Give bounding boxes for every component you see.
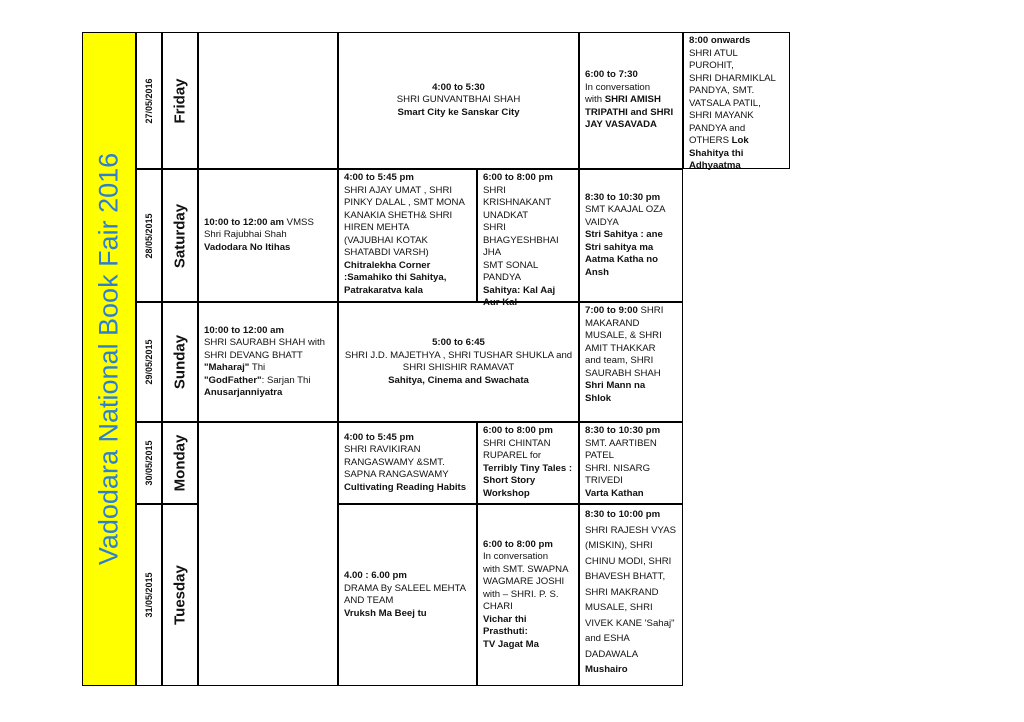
session-text: CHARI (483, 601, 513, 613)
session-sunday-3 (579, 302, 683, 422)
session-time: 5:00 to 6:45 (432, 337, 485, 348)
session-text: PANDYA (483, 272, 522, 283)
session-text: (MISKIN), SHRI (585, 540, 653, 551)
session-text: SHRI J.D. MAJETHYA , SHRI TUSHAR SHUKLA and (344, 349, 573, 361)
session-topic: Mushairo (585, 664, 628, 675)
session-topic: Shahitya thi (689, 147, 744, 159)
session-text: with SMT. SWAPNA (483, 563, 569, 575)
session-text: OTHERS (689, 135, 732, 146)
day-cell (162, 169, 198, 302)
session-topic: Stri Sahitya : ane (585, 229, 663, 241)
session-text: VAIDYA (585, 216, 619, 228)
session-time: 4:00 to 5:30 (432, 81, 485, 93)
day-cell (162, 504, 198, 686)
session-tuesday-1 (338, 504, 477, 686)
date-cell (136, 32, 162, 169)
date-label: 31/05/2015 (144, 572, 154, 618)
date-cell (136, 169, 162, 302)
session-topic: Cultivating Reading Habits (344, 481, 467, 493)
session-topic: Smart City ke Sanskar City (397, 106, 520, 118)
session-monday-2 (477, 422, 579, 504)
session-text: SHRI RAJESH VYAS (585, 524, 676, 536)
session-time: 6:00 to 8:00 pm (483, 425, 553, 436)
session-topic: Sahitya, Cinema and Swachata (388, 374, 529, 386)
session-text: VIVEK KANE 'Sahaj" (585, 617, 675, 629)
session-text: SHRI AJAY UMAT , SHRI (344, 184, 453, 196)
session-text: DRAMA By SALEEL MEHTA (344, 582, 467, 594)
day-label: Saturday (171, 203, 189, 268)
date-label: 27/05/2016 (144, 77, 154, 124)
session-text: SAURABH SHAH (585, 367, 661, 379)
session-topic: Stri sahitya ma (585, 241, 654, 253)
session-time: 6:00 to 7:30 (585, 69, 638, 81)
session-text: AMIT THAKKAR (585, 342, 656, 354)
session-topic: Shri Mann na (585, 380, 646, 391)
session-topic: Short Story (483, 475, 536, 486)
session-sunday-2 (338, 302, 579, 422)
session-saturday-2 (338, 169, 477, 302)
session-time: 6:00 to 8:00 pm (483, 172, 553, 183)
session-text: SHRI CHINTAN (483, 437, 551, 449)
session-text: SHATABDI VARSH) (344, 247, 429, 258)
session-text: and team, SHRI (585, 355, 654, 366)
session-text: SHRI DEVANG BHATT (204, 349, 303, 361)
session-text: SHRI (483, 222, 506, 233)
session-saturday-4 (579, 169, 683, 302)
session-time: 8:30 to 10:00 pm (585, 509, 661, 520)
session-text: JAY VASAVADA (585, 119, 657, 131)
session-text: PANDYA, SMT. (689, 85, 755, 96)
day-cell (162, 302, 198, 422)
session-topic: Terribly Tiny Tales : (483, 462, 573, 474)
session-text: SMT SONAL (483, 259, 539, 271)
title-band (82, 32, 136, 686)
session-text: MAKARAND (585, 317, 640, 329)
session-topic: Vadodara No Itihas (204, 241, 291, 253)
session-text: SHRI KRISHNAKANT (483, 184, 552, 208)
day-label: Friday (171, 77, 189, 124)
session-text: SHRI SHISHIR RAMAVAT (402, 362, 515, 373)
session-text: RUPAREL for (483, 450, 542, 461)
session-time: 10:00 to 12:00 am (204, 324, 284, 336)
session-text: KANAKIA SHETH& SHRI (344, 209, 453, 221)
empty-slot (198, 422, 338, 686)
session-text: DADAWALA (585, 648, 639, 660)
session-text: In conversation (483, 551, 549, 563)
session-time: 4:00 to 5:45 pm (344, 431, 414, 443)
session-topic: Aatma Katha no (585, 254, 659, 266)
day-label: Monday (171, 434, 189, 492)
session-text: In conversation (585, 81, 651, 93)
session-text: and ESHA (585, 633, 630, 644)
date-label: 30/05/2015 (144, 440, 154, 486)
session-text: CHINU MODI, SHRI (585, 555, 672, 567)
session-text: SMT. AARTIBEN (585, 437, 657, 449)
session-monday-1 (338, 422, 477, 504)
session-friday-1 (338, 32, 579, 169)
session-text: PANDYA and (689, 122, 746, 134)
session-monday-3 (579, 422, 683, 504)
session-friday-3 (683, 32, 790, 169)
session-text: SHRI. NISARG (585, 462, 651, 474)
session-text: PINKY DALAL , SMT MONA (344, 197, 465, 208)
session-topic: Sahitya: Kal Aaj (483, 284, 556, 296)
session-text: BHAVESH BHATT, (585, 571, 666, 582)
session-saturday-3 (477, 169, 579, 308)
session-time: 4:00 to 5:45 pm (344, 172, 414, 183)
session-time: 10:00 to 12:00 am (204, 216, 284, 228)
day-cell (162, 32, 198, 169)
session-text: SHRI MAYANK (689, 110, 754, 121)
session-text: PATEL (585, 450, 614, 461)
session-text: SMT KAAJAL OZA (585, 204, 666, 216)
empty-slot (198, 32, 338, 169)
session-topic: Shlok (585, 392, 612, 404)
session-text: UNADKAT (483, 209, 529, 221)
session-time: 7:00 to 9:00 (585, 305, 638, 316)
session-topic: TV Jagat Ma (483, 638, 539, 650)
session-topic: Patrakaratva kala (344, 284, 423, 296)
session-topic: Lok (731, 135, 749, 146)
session-speaker: Shri Rajubhai Shah (204, 229, 287, 241)
session-topic: Workshop (483, 487, 530, 499)
date-cell (136, 504, 162, 686)
day-cell (162, 422, 198, 504)
session-topic: Adhyaatma (689, 160, 741, 171)
session-text: SHRI SAURABH SHAH with (204, 337, 326, 348)
session-speaker: SHRI GUNVANTBHAI SHAH (396, 94, 521, 106)
session-text: VATSALA PATIL, (689, 97, 761, 109)
session-time: 6:00 to 8:00 pm (483, 538, 553, 550)
session-topic: Anusarjanniyatra (204, 387, 283, 398)
session-time: 8:00 onwards (689, 35, 751, 46)
session-topic: Vruksh Ma Beej tu (344, 607, 427, 619)
session-text: VMSS (284, 216, 314, 228)
session-text: SHRI MAKRAND (585, 586, 659, 598)
session-text: (VAJUBHAI KOTAK (344, 234, 428, 246)
session-text: with (585, 94, 605, 106)
session-tuesday-3 (579, 504, 683, 686)
session-topic: Vichar thi (483, 613, 527, 625)
session-topic: "Maharaj" (204, 362, 250, 373)
session-text: TRIPATHI and SHRI (585, 106, 674, 118)
session-text: SHRI RAVIKIRAN (344, 444, 421, 456)
session-text: SHRI AMISH (604, 94, 661, 106)
session-text: SHRI ATUL PUROHIT, (689, 47, 738, 71)
session-text: TRIVEDI (585, 475, 623, 486)
page-title: Vadodara National Book Fair 2016 (93, 152, 124, 566)
session-text: BHAGYESHBHAI (483, 234, 559, 246)
session-friday-2 (579, 32, 683, 169)
session-text: AND TEAM (344, 595, 394, 606)
date-cell (136, 302, 162, 422)
session-text: Thi (249, 362, 266, 373)
session-tuesday-2 (477, 504, 579, 686)
date-label: 28/05/2015 (144, 212, 154, 259)
session-text: WAGMARE JOSHI (483, 576, 565, 588)
session-text: RANGASWAMY &SMT. (344, 456, 445, 468)
session-time: 8:30 to 10:30 pm (585, 191, 661, 203)
session-text: SHRI (637, 305, 664, 316)
date-cell (136, 422, 162, 504)
session-topic: Aur Kal (483, 297, 518, 308)
session-topic: Prasthuti: (483, 626, 528, 638)
session-text: MUSALE, & SHRI (585, 330, 662, 341)
session-text: SAPNA RANGASWAMY (344, 469, 449, 481)
session-time: 8:30 to 10:30 pm (585, 425, 661, 436)
session-topic: Ansh (585, 266, 609, 278)
session-text: JHA (483, 247, 502, 258)
session-text: : Sarjan Thi (261, 374, 311, 386)
session-saturday-1 (198, 169, 338, 302)
session-text: SHRI DHARMIKLAL (689, 72, 776, 84)
date-label: 29/05/2015 (144, 339, 154, 385)
session-text: HIREN MEHTA (344, 222, 410, 233)
session-topic: "GodFather" (204, 374, 262, 386)
session-text: MUSALE, SHRI (585, 602, 653, 613)
session-topic: Varta Kathan (585, 487, 644, 499)
day-label: Tuesday (171, 565, 189, 625)
session-sunday-1 (198, 302, 338, 422)
day-label: Sunday (171, 334, 189, 390)
session-text: with – SHRI. P. S. (483, 588, 559, 600)
session-topic: :Samahiko thi Sahitya, (344, 272, 447, 283)
session-time: 4.00 : 6.00 pm (344, 570, 407, 581)
session-topic: Chitralekha Corner (344, 259, 431, 271)
